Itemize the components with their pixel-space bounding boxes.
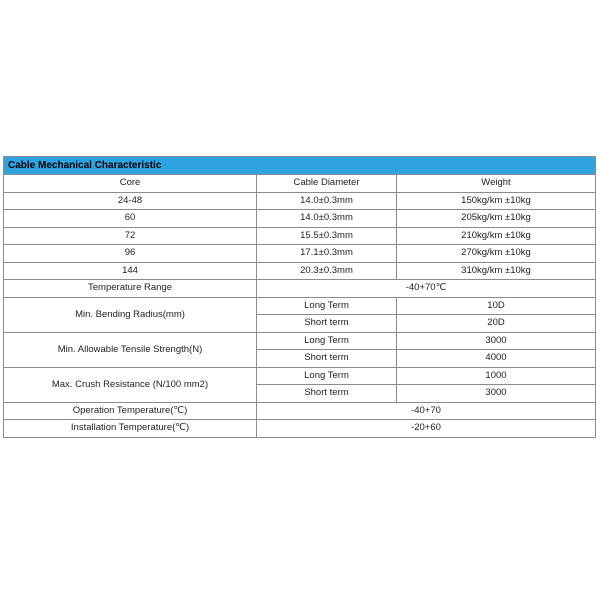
- bending-radius-label: Min. Bending Radius(mm): [4, 297, 257, 332]
- table-row: [4, 227, 596, 245]
- crush-resistance-label: Max. Crush Resistance (N/100 mm2): [4, 367, 257, 402]
- tensile-long-term-label: Long Term: [257, 332, 397, 350]
- installation-temperature-value: -20+60: [257, 420, 596, 438]
- header-weight: Weight: [397, 175, 596, 193]
- tensile-short-term-label: Short term: [257, 350, 397, 368]
- temperature-range-row: [4, 280, 596, 298]
- tensile-long-term-value: 3000: [397, 332, 596, 350]
- bending-radius-row: [4, 297, 596, 315]
- table-row: [4, 262, 596, 280]
- table-title: Cable Mechanical Characteristic: [4, 157, 596, 175]
- operation-temperature-value: -40+70: [257, 402, 596, 420]
- weight-cell: 270kg/km ±10kg: [397, 245, 596, 263]
- core-cell: 60: [4, 210, 257, 228]
- header-diameter: Cable Diameter: [257, 175, 397, 193]
- operation-temperature-label: Operation Temperature(℃): [4, 402, 257, 420]
- installation-temperature-row: [4, 420, 596, 438]
- installation-temperature-label: Installation Temperature(℃): [4, 420, 257, 438]
- temperature-range-label: Temperature Range: [4, 280, 257, 298]
- bending-long-term-label: Long Term: [257, 297, 397, 315]
- weight-cell: 310kg/km ±10kg: [397, 262, 596, 280]
- core-cell: 24-48: [4, 192, 257, 210]
- header-row: [4, 175, 596, 193]
- bending-long-term-value: 10D: [397, 297, 596, 315]
- diameter-cell: 15.5±0.3mm: [257, 227, 397, 245]
- tensile-strength-row: [4, 332, 596, 350]
- core-cell: 72: [4, 227, 257, 245]
- table-row: [4, 245, 596, 263]
- tensile-short-term-value: 4000: [397, 350, 596, 368]
- header-core: Core: [4, 175, 257, 193]
- weight-cell: 210kg/km ±10kg: [397, 227, 596, 245]
- bending-short-term-value: 20D: [397, 315, 596, 333]
- diameter-cell: 20.3±0.3mm: [257, 262, 397, 280]
- diameter-cell: 14.0±0.3mm: [257, 210, 397, 228]
- crush-long-term-value: 1000: [397, 367, 596, 385]
- cable-mechanical-table: [3, 156, 596, 438]
- crush-long-term-label: Long Term: [257, 367, 397, 385]
- bending-short-term-label: Short term: [257, 315, 397, 333]
- core-cell: 144: [4, 262, 257, 280]
- tensile-strength-label: Min. Allowable Tensile Strength(N): [4, 332, 257, 367]
- table-row: [4, 210, 596, 228]
- weight-cell: 150kg/km ±10kg: [397, 192, 596, 210]
- crush-resistance-row: [4, 367, 596, 385]
- diameter-cell: 17.1±0.3mm: [257, 245, 397, 263]
- title-row: [4, 157, 596, 175]
- table-row: [4, 192, 596, 210]
- crush-short-term-label: Short term: [257, 385, 397, 403]
- core-cell: 96: [4, 245, 257, 263]
- temperature-range-value: -40+70℃: [257, 280, 596, 298]
- diameter-cell: 14.0±0.3mm: [257, 192, 397, 210]
- operation-temperature-row: [4, 402, 596, 420]
- crush-short-term-value: 3000: [397, 385, 596, 403]
- weight-cell: 205kg/km ±10kg: [397, 210, 596, 228]
